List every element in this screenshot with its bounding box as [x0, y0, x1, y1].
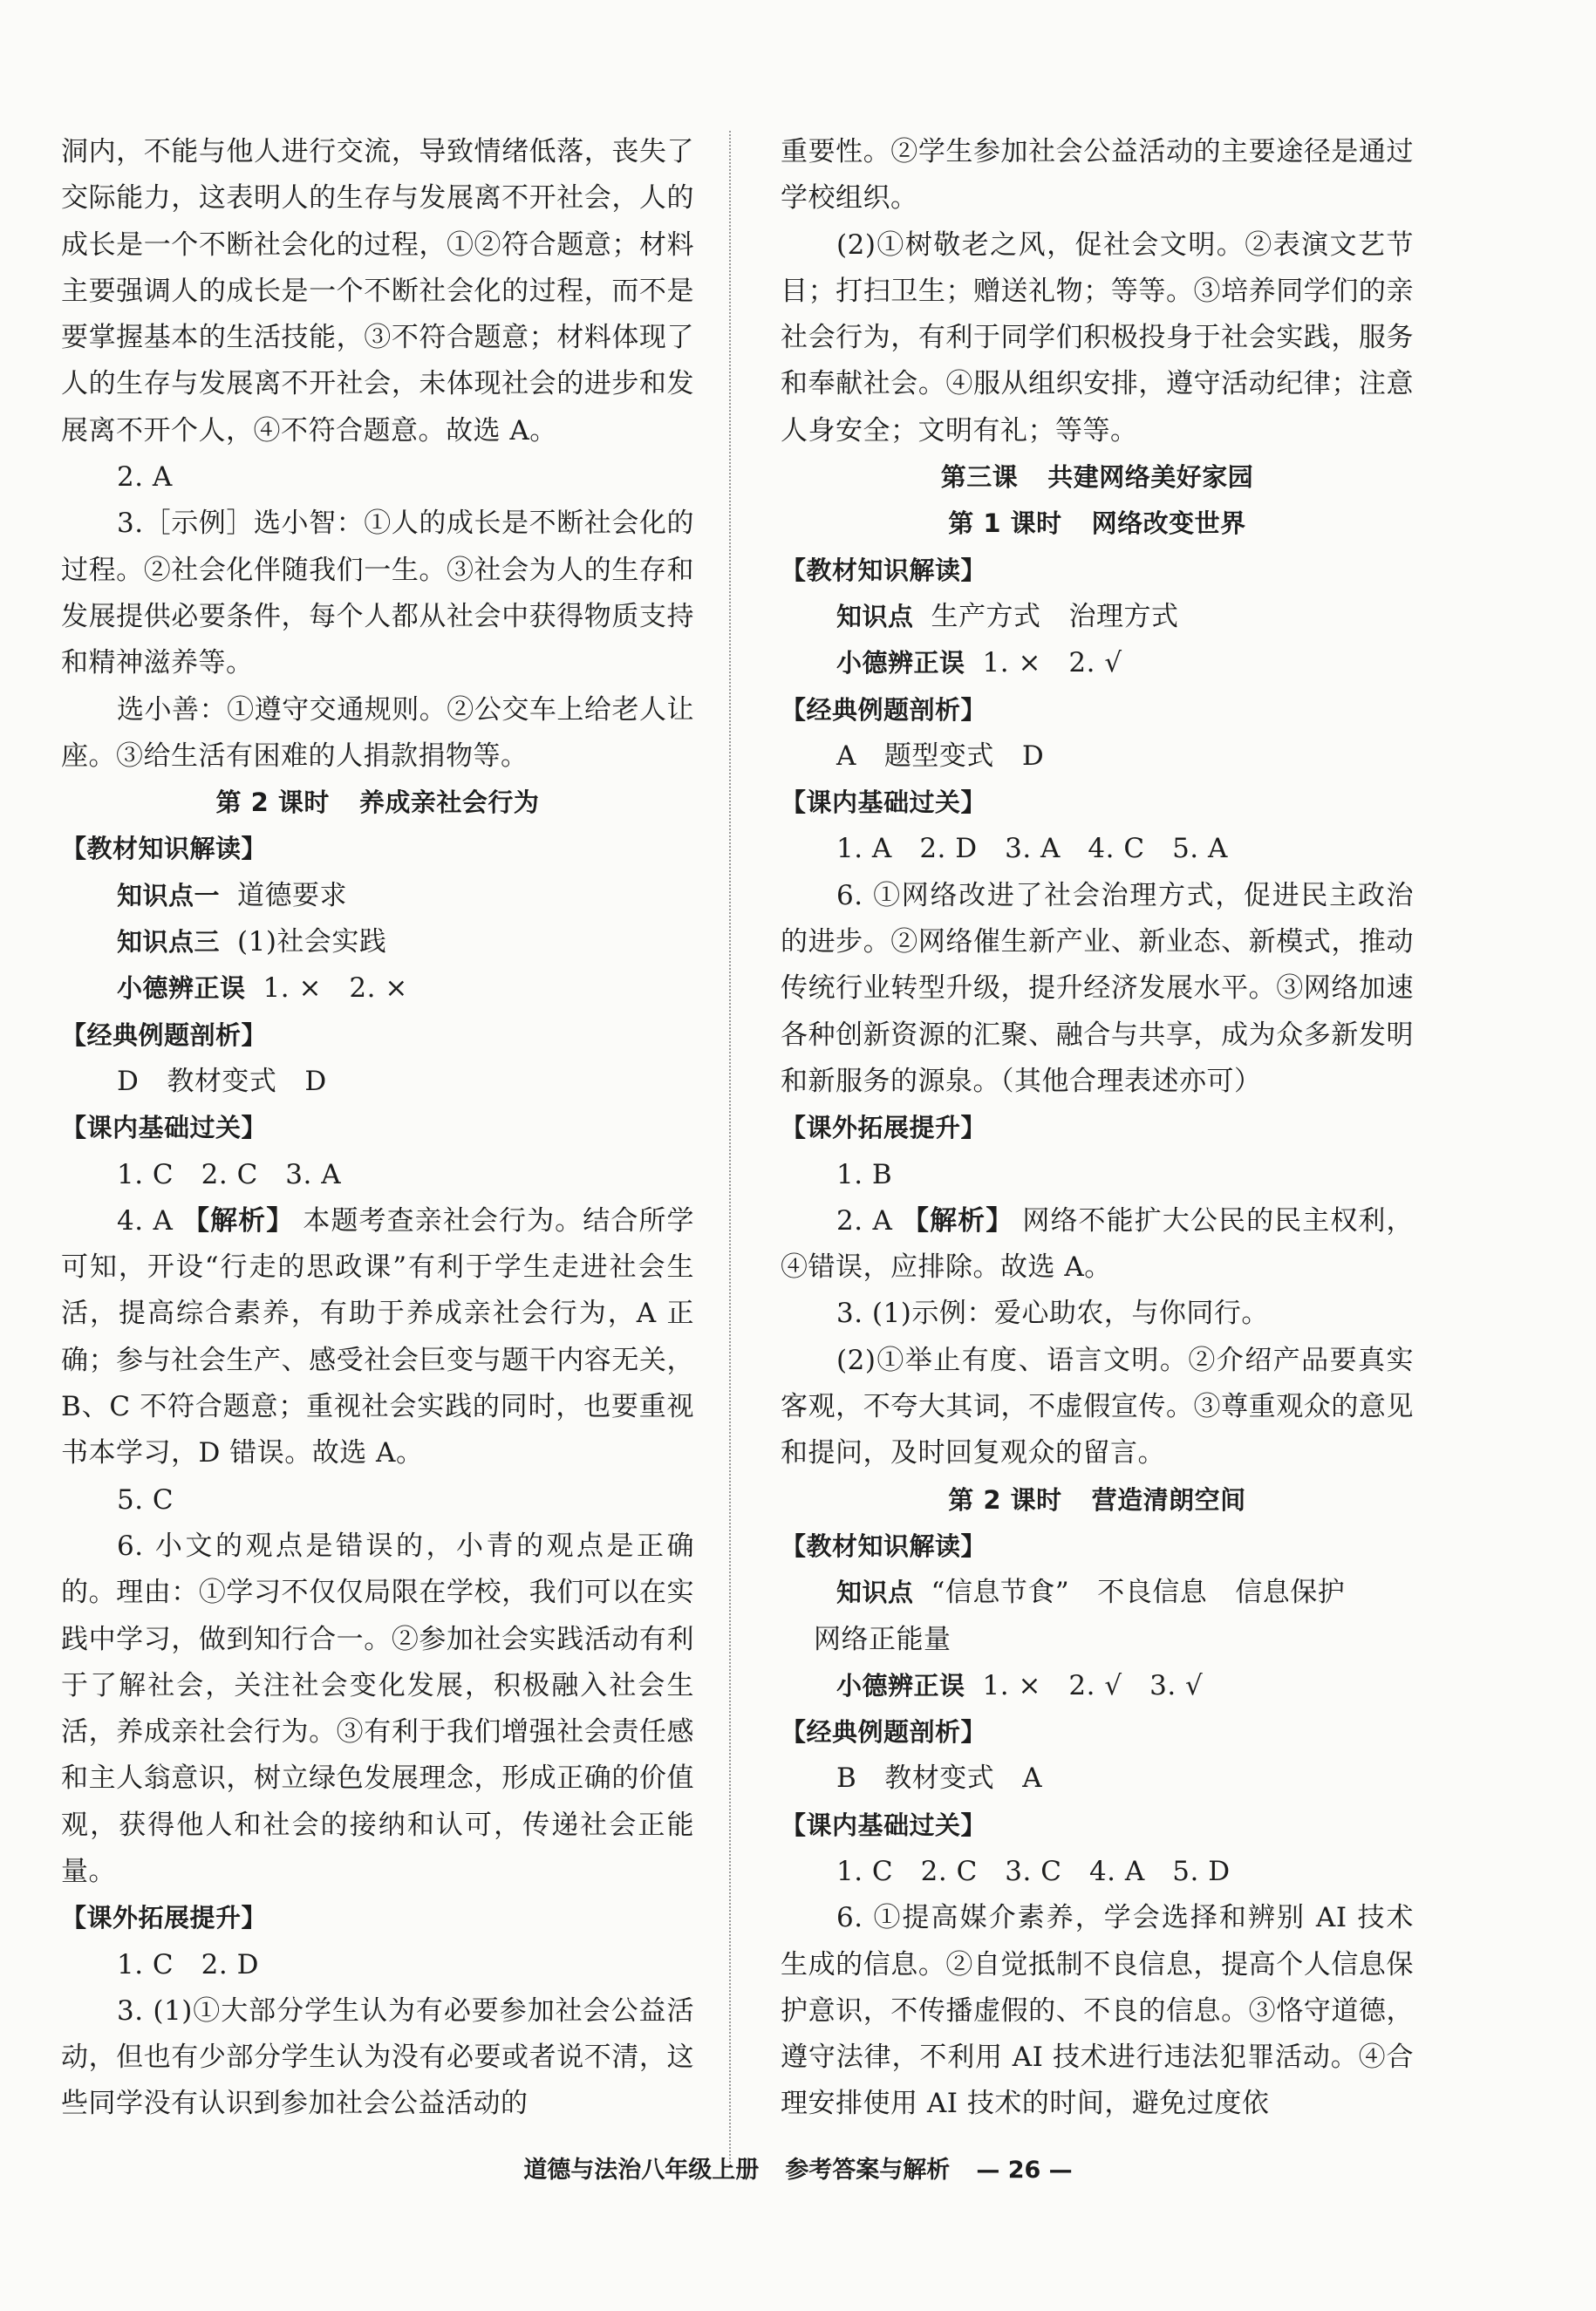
answer-line: 2. A [117, 461, 173, 494]
answer-paragraph: (2)①举止有度、语言文明。②介绍产品要真实客观，不夸大其词，不虚假宣传。③尊重观众的意见和提问，及时回复观众的留言。 [781, 1344, 1414, 1469]
section-heading: 【课内基础过关】 [61, 1113, 268, 1143]
answer-line: 1. C 2. C 3. C 4. A 5. D [836, 1855, 1231, 1887]
answer-line: 3. (1)示例：爱心助农，与你同行。 [836, 1298, 1269, 1330]
answer-paragraph: 2. A 【解析】 网络不能扩大公民的民主权利，④错误，应排除。故选 A。 [781, 1204, 1415, 1284]
section-heading: 【教材知识解读】 [781, 555, 987, 585]
knowledge-point: 知识点 “信息节食” 不良信息 信息保护 [836, 1577, 1346, 1609]
section-heading: 【课内基础过关】 [781, 787, 987, 818]
section-heading: 【经典例题剖析】 [781, 1717, 987, 1748]
answer-line: 1. A 2. D 3. A 4. C 5. A [836, 833, 1228, 865]
section-heading: 【经典例题剖析】 [781, 694, 987, 725]
answer-line: 1. C 2. D [117, 1948, 259, 1980]
answer-line: 5. C [117, 1483, 174, 1516]
answer-paragraph: 3.［示例］选小智：①人的成长是不断社会化的过程。②社会化伴随我们一生。③社会为人的生存和发展提供必要条件，每个人都从社会中获得物质支持和精神滋养等。 [61, 508, 694, 679]
knowledge-point-continued: 网络正能量 [814, 1623, 951, 1655]
knowledge-point: 知识点一 道德要求 [117, 879, 348, 911]
answer-line: 1. C 2. C 3. A [117, 1158, 342, 1190]
knowledge-point: 知识点 生产方式 治理方式 [836, 600, 1179, 632]
column-divider [729, 131, 731, 2163]
section-heading: 【经典例题剖析】 [61, 1019, 268, 1050]
knowledge-point: 知识点三 (1)社会实践 [117, 926, 387, 958]
lesson-title: 第 2 课时 养成亲社会行为 [215, 787, 540, 818]
answer-paragraph: 6. ①网络改进了社会治理方式，促进民主政治的进步。②网络催生新产业、新业态、新模式，推动传统行业转型升级，提升经济发展水平。③网络加速各种创新资源的汇聚、融合与共享，成为众多新发明和新服务的源泉。（其他合理表述亦可） [781, 879, 1414, 1097]
true-false-answers: 小德辨正误 1. × 2. √ [836, 647, 1122, 679]
section-title: 参考答案与解析 [785, 2157, 951, 2184]
left-column [61, 129, 694, 2128]
true-false-answers: 小德辨正误 1. × 2. √ 3. √ [836, 1669, 1204, 1701]
answer-paragraph: 3. (1)①大部分学生认为有必要参加社会公益活动，但也有少部分学生认为没有必要或者说不清，这些同学没有认识到参加社会公益活动的 [61, 1994, 694, 2120]
lesson-title: 第 2 课时 营造清朗空间 [948, 1484, 1246, 1515]
answer-line: 1. B [836, 1158, 893, 1190]
right-column [781, 129, 1414, 2128]
true-false-answers: 小德辨正误 1. × 2. × [117, 972, 408, 1005]
answer-paragraph: (2)①树敬老之风，促社会文明。②表演文艺节目；打扫卫生；赠送礼物；等等。③培养同学们的亲社会行为，有利于同学们积极投身于社会实践，服务和奉献社会。④服从组织安排，遵守活动纪律；注意人身安全；文明有礼；等等。 [781, 228, 1414, 447]
lesson-title: 第 1 课时 网络改变世界 [948, 508, 1246, 539]
answer-paragraph: 选小善：①遵守交通规则。②公交车上给老人让座。③给生活有困难的人捐款捐物等。 [61, 693, 694, 772]
answer-paragraph: 重要性。②学生参加社会公益活动的主要途径是通过学校组织。 [781, 136, 1414, 215]
answer-paragraph: 6. 小文的观点是错误的，小青的观点是正确的。理由：①学习不仅仅局限在学校，我们可以在实践中学习，做到知行合一。②参加社会实践活动有利于了解社会，关注社会变化发展，积极融入社会生活，养成亲社会行为。③有利于我们增强社会责任感和主人翁意识，树立绿色发展理念，形成正确的价值观，获得他人和社会的接纳和认可，传递社会正能量。 [61, 1530, 694, 1887]
section-heading: 【教材知识解读】 [61, 834, 268, 864]
unit-title: 第三课 共建网络美好家园 [940, 462, 1254, 493]
page-footer [0, 2151, 1596, 2185]
example-answers: D 教材变式 D [117, 1065, 327, 1097]
example-answers: A 题型变式 D [836, 740, 1045, 772]
answer-paragraph: 洞内，不能与他人进行交流，导致情绪低落，丧失了交际能力，这表明人的生存与发展离不开社会，人的成长是一个不断社会化的过程，①②符合题意；材料主要强调人的成长是一个不断社会化的过程，而不是要掌握基本的生活技能，③不符合题意；材料体现了人的生存与发展离不开社会，未体现社会的进步和发展离不开个人，④不符合题意。故选 A。 [61, 136, 694, 447]
book-title: 道德与法治八年级上册 [523, 2157, 760, 2184]
page-number: — 26 — [976, 2157, 1073, 2184]
answer-paragraph: 6. ①提高媒介素养，学会选择和辨别 AI 技术生成的信息。②自觉抵制不良信息，提高个人信息保护意识，不传播虚假的、不良的信息。③恪守道德，遵守法律，不利用 AI 技术进行违法犯罪活动。④合理安排使用 AI 技术的时间，避免过度依 [781, 1902, 1414, 2120]
section-heading: 【课外拓展提升】 [61, 1903, 268, 1933]
section-heading: 【课外拓展提升】 [781, 1113, 987, 1143]
section-heading: 【课内基础过关】 [781, 1810, 987, 1840]
example-answers: B 教材变式 A [836, 1762, 1043, 1795]
section-heading: 【教材知识解读】 [781, 1530, 987, 1561]
answer-paragraph: 4. A 【解析】 本题考查亲社会行为。结合所学可知，开设“行走的思政课”有利于学生走进社会生活，提高综合素养，有助于养成亲社会行为，A 正确；参与社会生产、感受社会巨变与题干内容无关，B、C 不符合题意；重视社会实践的同时，也要重视书本学习，D 错误。故选 A。 [61, 1204, 695, 1469]
